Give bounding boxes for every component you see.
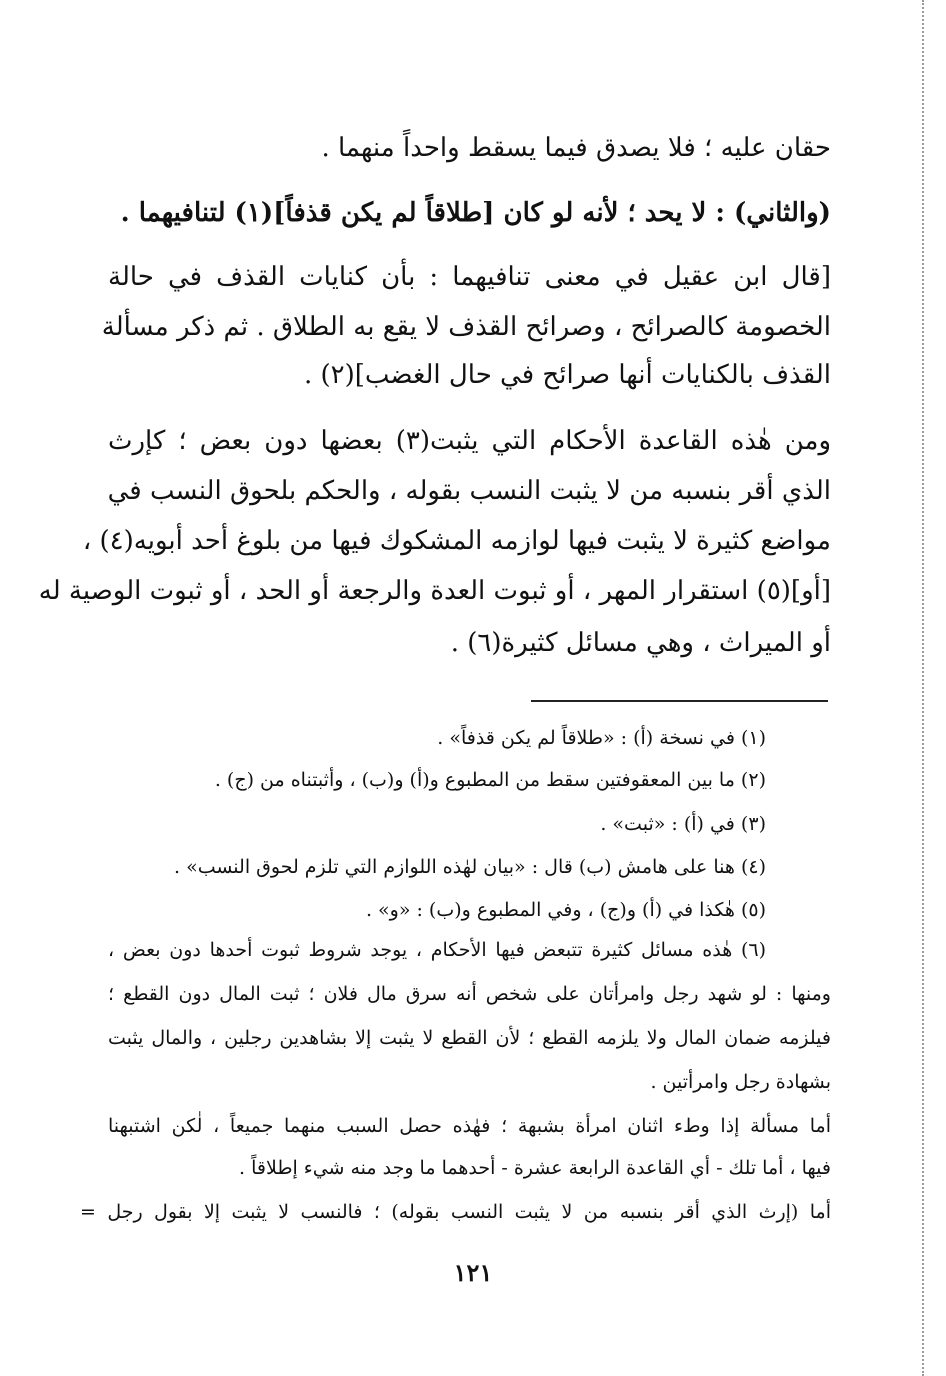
footnote-line: (٤) هنا على هامش (ب) قال : «بيان لهٰذه اللوازم التي تلزم لحوق النسب» .	[173, 856, 766, 878]
footnote-line: (٦) هٰذه مسائل كثيرة تتبعض فيها الأحكام ، يوجد شروط ثبوت أحدها دون بعض ،	[108, 939, 766, 961]
body-line: أو الميراث ، وهي مسائل كثيرة(٦) .	[450, 628, 831, 658]
body-line: حقان عليه ؛ فلا يصدق فيما يسقط واحداً منهما .	[321, 133, 831, 163]
body-line: [قال ابن عقيل في معنى تنافيهما : بأن كنايات القذف في حالة	[108, 262, 831, 292]
footnote-line: فيها ، أما تلك - أي القاعدة الرابعة عشرة - أحدهما ما وجد منه شيء إطلاقاً .	[239, 1157, 831, 1179]
body-line: ومن هٰذه القاعدة الأحكام التي يثبت(٣) بعضها دون بعض ؛ كإرث	[108, 426, 831, 456]
footnote-line: ومنها : لو شهد رجل وامرأتان على شخص أنه سرق مال فلان ؛ ثبت المال دون القطع ؛	[108, 983, 831, 1005]
body-line: الذي أقر بنسبه من لا يثبت النسب بقوله ، والحكم بلحوق النسب في	[107, 476, 831, 506]
body-line: (والثاني) : لا يحد ؛ لأنه لو كان [طلاقاً لم يكن قذفاً](١) لتنافيهما .	[120, 198, 831, 228]
body-line: مواضع كثيرة لا يثبت فيها لوازمه المشكوك فيها من بلوغ أحد أبويه(٤) ،	[82, 526, 831, 556]
footnote-line: بشهادة رجل وامرأتين .	[650, 1071, 831, 1093]
page-edge-dotted-border	[922, 0, 924, 1376]
body-line: القذف بالكنايات أنها صرائح في حال الغضب](٢) .	[303, 360, 831, 390]
footnote-line: أما مسألة إذا وطء اثنان امرأة بشبهة ؛ فهٰذه حصل السبب منهما جميعاً ، لٰكن اشتبهنا	[108, 1115, 831, 1137]
footnote-line: (٢) ما بين المعقوفتين سقط من المطبوع و(أ) و(ب) ، وأثبتناه من (ج) .	[214, 769, 766, 791]
footnote-line: (١) في نسخة (أ) : «طلاقاً لم يكن قذفاً» .	[437, 727, 766, 749]
footnote-line: فيلزمه ضمان المال ولا يلزمه القطع ؛ لأن القطع لا يثبت إلا بشاهدين رجلين ، والمال يثبت	[108, 1027, 831, 1049]
body-line: [أو](٥) استقرار المهر ، أو ثبوت العدة والرجعة أو الحد ، أو ثبوت الوصية له	[38, 576, 831, 606]
footnote-line: (٥) هٰكذا في (أ) و(ج) ، وفي المطبوع و(ب) : «و» .	[365, 899, 766, 921]
footnote-line: (٣) في (أ) : «ثبت» .	[600, 813, 766, 835]
footnote-separator	[531, 700, 828, 702]
page-number: ١٢١	[453, 1258, 493, 1287]
body-line: الخصومة كالصرائح ، وصرائح القذف لا يقع به الطلاق . ثم ذكر مسألة	[101, 312, 831, 342]
footnote-line: أما (إرث الذي أقر بنسبه من لا يثبت النسب بقوله) ؛ فالنسب لا يثبت إلا بقول رجل =	[80, 1201, 831, 1223]
